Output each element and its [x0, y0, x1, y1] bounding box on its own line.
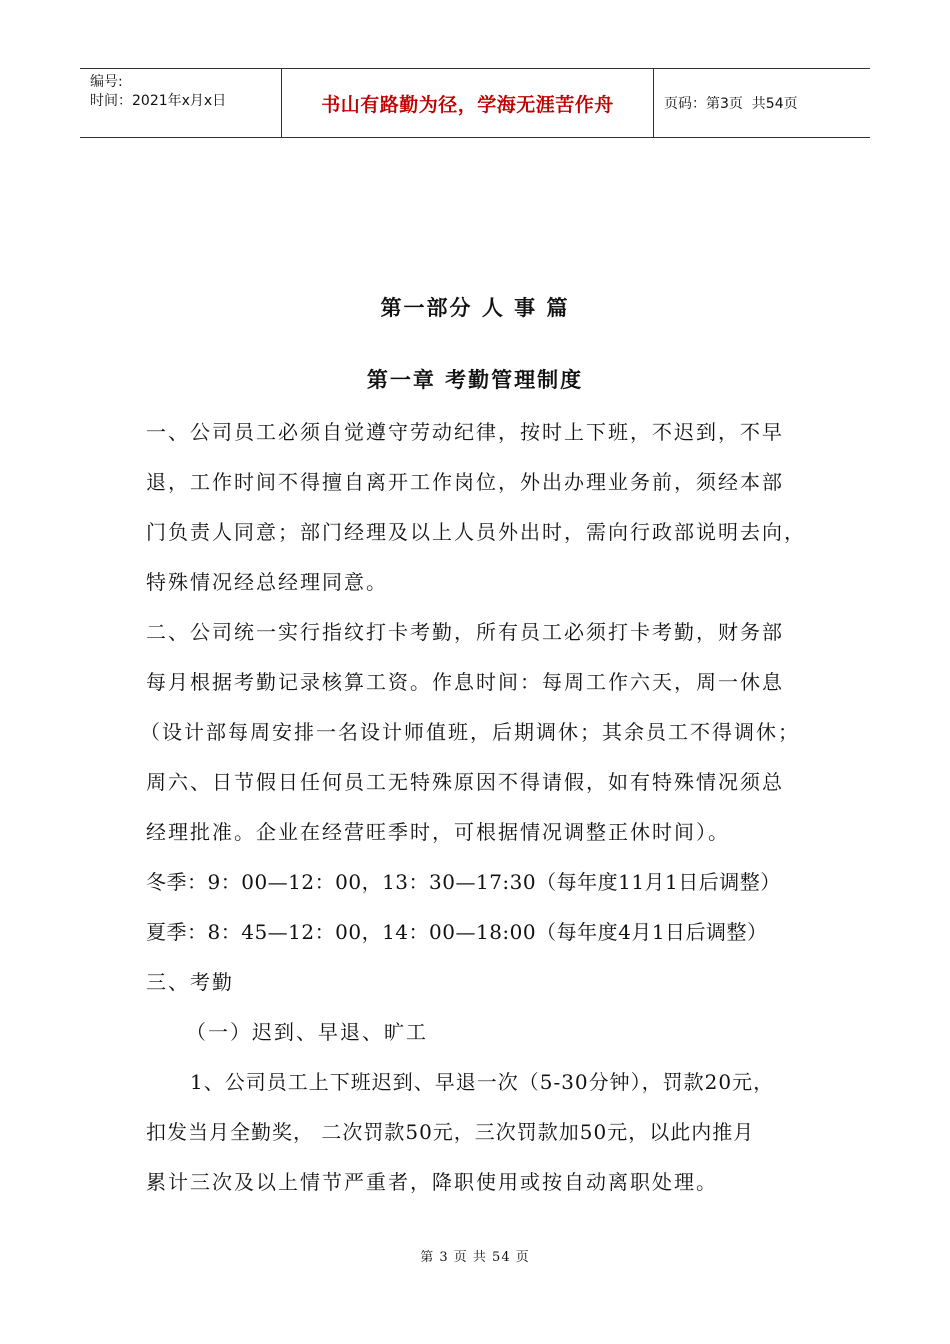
- body-line: 特殊情况经总经理同意。: [146, 570, 388, 594]
- summer-schedule: 夏季：8：45—12：00，14：00—18:00（每年度4月1日后调整）: [146, 920, 768, 944]
- body-line: 1、公司员工上下班迟到、早退一次（5-30分钟），罚款20元，: [190, 1070, 775, 1094]
- motto-text: 书山有路勤为径，学海无涯苦作舟: [321, 93, 614, 116]
- body-line: 累计三次及以上情节严重者，降职使用或按自动离职处理。: [146, 1170, 718, 1194]
- header-motto-cell: [282, 69, 654, 137]
- body-line: 每月根据考勤记录核算工资。作息时间：每周工作六天，周一休息: [146, 670, 784, 694]
- body-line: 一、公司员工必须自觉遵守劳动纪律，按时上下班，不迟到，不早: [146, 420, 784, 444]
- header-page-cell: [654, 69, 870, 137]
- body-line: 周六、日节假日任何员工无特殊原因不得请假，如有特殊情况须总: [146, 770, 784, 794]
- chapter-title: 第一章 考勤管理制度: [366, 367, 584, 392]
- body-line: 退，工作时间不得擅自离开工作岗位，外出办理业务前，须经本部: [146, 470, 784, 494]
- body-line: 扣发当月全勤奖， 二次罚款50元，三次罚款加50元，以此内推月: [146, 1120, 755, 1144]
- body-line: 门负责人同意；部门经理及以上人员外出时，需向行政部说明去向，: [146, 520, 806, 544]
- page-footer: 第 3 页 共 54 页: [420, 1250, 530, 1265]
- part-title: 第一部分 人 事 篇: [380, 295, 570, 320]
- body-line: 二、公司统一实行指纹打卡考勤，所有员工必须打卡考勤，财务部: [146, 620, 784, 644]
- serial-number-label: 编号:: [90, 74, 123, 90]
- body-line: 经理批准。企业在经营旺季时，可根据情况调整正休时间）。: [146, 820, 730, 844]
- winter-schedule: 冬季：9：00—12：00，13：30—17:30（每年度11月1日后调整）: [146, 870, 781, 894]
- header-meta-cell: [80, 69, 282, 137]
- time-label: 时间：2021年x月x日: [90, 93, 227, 109]
- subsection-heading: （一）迟到、早退、旷工: [186, 1020, 428, 1044]
- page-header: [80, 68, 870, 138]
- page-info: 页码：第3页 共54页: [664, 96, 798, 112]
- body-line: （设计部每周安排一名设计师值班，后期调休；其余员工不得调休；: [140, 720, 800, 744]
- section-heading: 三、考勤: [146, 970, 234, 994]
